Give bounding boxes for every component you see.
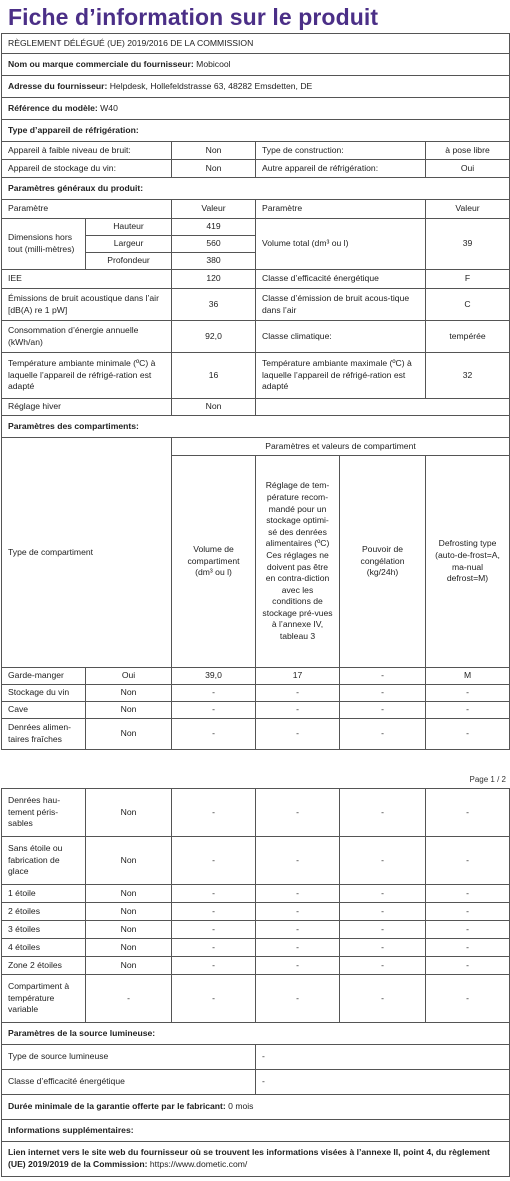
- cell-value: -: [172, 975, 256, 1023]
- cell-label: Appareil de stockage du vin:: [2, 160, 172, 178]
- cell-label: Compartiment à température variable: [2, 975, 86, 1023]
- cell-label: Denrées alimen-taires fraîches: [2, 719, 86, 750]
- width-value: 560: [172, 236, 256, 253]
- cell-value: -: [340, 921, 426, 939]
- table-row: [2, 1070, 510, 1095]
- depth-label: Profondeur: [86, 253, 172, 270]
- table-row: [2, 885, 510, 903]
- volume-label: Volume total (dm³ ou l): [256, 219, 426, 270]
- cell-value: Non: [86, 957, 172, 975]
- cell-value: -: [256, 1045, 510, 1070]
- table-row: [2, 270, 510, 289]
- cell-value: -: [172, 702, 256, 719]
- table-row: [2, 921, 510, 939]
- table-row: [2, 219, 510, 236]
- cell-value: Oui: [426, 160, 510, 178]
- cell-value: -: [426, 685, 510, 702]
- cell-value: Non: [86, 685, 172, 702]
- table-row: [2, 789, 510, 837]
- cell-label: 2 étoiles: [2, 903, 86, 921]
- address-value: Helpdesk, Hollefeldstrasse 63, 48282 Emsdetten, DE: [109, 80, 313, 91]
- regulation-line: RÈGLEMENT DÉLÉGUÉ (UE) 2019/2016 DE LA COMMISSION: [2, 34, 510, 54]
- cell-label: IEE: [2, 270, 172, 289]
- cell-value: -: [256, 957, 340, 975]
- table-row: [2, 160, 510, 178]
- cell-value: Non: [86, 939, 172, 957]
- cell-value: -: [256, 702, 340, 719]
- cell-label: Type de source lumineuse: [2, 1045, 256, 1070]
- cell-value: -: [172, 939, 256, 957]
- cell-label: Température ambiante minimale (ºC) à laquelle l’appareil de réfrigé-ration est adapté: [2, 353, 172, 399]
- cell-value: Non: [86, 789, 172, 837]
- model-label: Référence du modèle:: [8, 102, 98, 113]
- cell-value: -: [256, 921, 340, 939]
- cell-label: Denrées hau-tement péris-sables: [2, 789, 86, 837]
- sheet-table-page-2: [1, 788, 510, 1177]
- winter-setting-value: Non: [172, 399, 256, 416]
- cell-value: -: [172, 957, 256, 975]
- general-params-heading: Paramètres généraux du produit:: [2, 178, 510, 200]
- table-header-row: [2, 438, 510, 456]
- table-row: [2, 719, 510, 750]
- cell-value: -: [340, 885, 426, 903]
- cell-value: -: [172, 789, 256, 837]
- cell-value: -: [256, 975, 340, 1023]
- appliance-type-heading: Type d’appareil de réfrigération:: [2, 120, 510, 142]
- cell-label: Classe d’efficacité énergétique: [256, 270, 426, 289]
- cell-value: 36: [172, 289, 256, 321]
- column-header: Paramètre: [2, 200, 172, 219]
- cell-value: -: [426, 885, 510, 903]
- cell-label: Stockage du vin: [2, 685, 86, 702]
- warranty-row: [2, 1095, 510, 1120]
- cell-value: Oui: [86, 668, 172, 685]
- table-row: [2, 903, 510, 921]
- column-header: Réglage de tem-pérature recom-mandé pour un stockage optimi-sé des denrées alimentaires (ºC) Ces réglages ne doivent pas être en contra-diction avec les conditions de stockage pré-vues à l’annexe IV, tableau 3: [256, 456, 340, 668]
- website-label: Lien internet vers le site web du fournisseur où se trouvent les informations visées à l’annexe II, point 4, du règlement (UE) 2019/2019 de la Commission:: [8, 1147, 490, 1169]
- light-source-heading: Paramètres de la source lumineuse:: [2, 1023, 510, 1045]
- cell-value: -: [340, 975, 426, 1023]
- cell-value: 120: [172, 270, 256, 289]
- cell-value: -: [256, 903, 340, 921]
- cell-value: -: [256, 837, 340, 885]
- cell-value: 17: [256, 668, 340, 685]
- column-header: Volume de compartiment (dm³ ou l): [172, 456, 256, 668]
- cell-value: -: [172, 921, 256, 939]
- cell-value: -: [86, 975, 172, 1023]
- model-row: [2, 98, 510, 120]
- warranty-label: Durée minimale de la garantie offerte par le fabricant:: [8, 1101, 226, 1112]
- cell-value: -: [426, 939, 510, 957]
- cell-label: Type de construction:: [256, 142, 426, 160]
- cell-value: -: [256, 885, 340, 903]
- cell-value: -: [426, 789, 510, 837]
- table-row: [2, 975, 510, 1023]
- cell-label: Garde-manger: [2, 668, 86, 685]
- cell-label: 3 étoiles: [2, 921, 86, 939]
- cell-value: C: [426, 289, 510, 321]
- table-row: [2, 837, 510, 885]
- warranty-value: 0 mois: [228, 1101, 254, 1112]
- cell-label: Cave: [2, 702, 86, 719]
- cell-value: -: [340, 903, 426, 921]
- sheet-table-page-1: [1, 33, 510, 750]
- cell-value: M: [426, 668, 510, 685]
- cell-value: Non: [86, 921, 172, 939]
- cell-value: -: [426, 837, 510, 885]
- volume-value: 39: [426, 219, 510, 270]
- page-title: Fiche d’information sur le produit: [8, 4, 379, 30]
- additional-info-heading: Informations supplémentaires:: [2, 1120, 510, 1142]
- cell-value: -: [256, 1070, 510, 1095]
- dimensions-label: Dimensions hors tout (milli-mètres): [2, 219, 86, 270]
- cell-value: -: [340, 837, 426, 885]
- cell-value: -: [340, 668, 426, 685]
- website-link[interactable]: https://www.dometic.com/: [149, 1159, 248, 1169]
- cell-value: Non: [86, 719, 172, 750]
- cell-value: -: [172, 719, 256, 750]
- cell-value: -: [340, 702, 426, 719]
- table-row: [2, 1045, 510, 1070]
- cell-value: -: [426, 702, 510, 719]
- cell-value: à pose libre: [426, 142, 510, 160]
- page-number: Page 1 / 2: [469, 775, 506, 784]
- cell-value: -: [256, 719, 340, 750]
- cell-value: -: [426, 975, 510, 1023]
- table-row: [2, 702, 510, 719]
- column-header: Pouvoir de congélation (kg/24h): [340, 456, 426, 668]
- cell-value: Non: [86, 885, 172, 903]
- column-header: Valeur: [172, 200, 256, 219]
- cell-value: Non: [86, 837, 172, 885]
- cell-label: Classe d’efficacité énergétique: [2, 1070, 256, 1095]
- cell-value: -: [340, 957, 426, 975]
- supplier-row: [2, 54, 510, 76]
- cell-label: 1 étoile: [2, 885, 86, 903]
- compartments-heading: Paramètres des compartiments:: [2, 416, 510, 438]
- column-header: Paramètre: [256, 200, 426, 219]
- table-row: [2, 939, 510, 957]
- address-row: [2, 76, 510, 98]
- cell-value: 92,0: [172, 321, 256, 353]
- cell-value: -: [426, 719, 510, 750]
- cell-value: -: [340, 939, 426, 957]
- cell-label: Sans étoile ou fabrication de glace: [2, 837, 86, 885]
- cell-value: Non: [86, 903, 172, 921]
- cell-value: 16: [172, 353, 256, 399]
- cell-value: -: [426, 957, 510, 975]
- cell-label: Classe climatique:: [256, 321, 426, 353]
- table-row: [2, 353, 510, 399]
- cell-label: Classe d’émission de bruit acous-tique dans l’air: [256, 289, 426, 321]
- table-row: [2, 399, 510, 416]
- cell-value: 39,0: [172, 668, 256, 685]
- cell-value: -: [172, 685, 256, 702]
- width-label: Largeur: [86, 236, 172, 253]
- table-header-row: [2, 200, 510, 219]
- column-header: Valeur: [426, 200, 510, 219]
- cell-label: Température ambiante maximale (ºC) à laquelle l’appareil de réfrigé-ration est adapté: [256, 353, 426, 399]
- cell-label: Autre appareil de réfrigération:: [256, 160, 426, 178]
- height-value: 419: [172, 219, 256, 236]
- cell-value: 32: [426, 353, 510, 399]
- cell-value: -: [172, 837, 256, 885]
- cell-label: Consommation d’énergie annuelle (kWh/an): [2, 321, 172, 353]
- table-row: [2, 289, 510, 321]
- cell-value: -: [426, 921, 510, 939]
- model-value: W40: [100, 102, 118, 113]
- cell-value: -: [256, 939, 340, 957]
- website-row: [2, 1142, 510, 1177]
- compartment-group-header: Paramètres et valeurs de compartiment: [172, 438, 510, 456]
- cell-value: -: [340, 789, 426, 837]
- supplier-value: Mobicool: [196, 58, 231, 69]
- cell-label: Émissions de bruit acoustique dans l’air [dB(A) re 1 pW]: [2, 289, 172, 321]
- cell-value: -: [172, 885, 256, 903]
- table-row: [2, 321, 510, 353]
- cell-value: -: [426, 903, 510, 921]
- cell-label: Appareil à faible niveau de bruit:: [2, 142, 172, 160]
- table-row: [2, 668, 510, 685]
- table-row: [2, 685, 510, 702]
- depth-value: 380: [172, 253, 256, 270]
- cell-value: -: [256, 685, 340, 702]
- address-label: Adresse du fournisseur:: [8, 80, 108, 91]
- supplier-label: Nom ou marque commerciale du fournisseur:: [8, 58, 194, 69]
- compartment-type-header: Type de compartiment: [2, 438, 172, 668]
- cell-value: tempérée: [426, 321, 510, 353]
- table-row: [2, 957, 510, 975]
- cell-value: -: [340, 685, 426, 702]
- cell-value: -: [172, 903, 256, 921]
- height-label: Hauteur: [86, 219, 172, 236]
- cell-label: Zone 2 étoiles: [2, 957, 86, 975]
- winter-setting-label: Réglage hiver: [2, 399, 172, 416]
- cell-value: Non: [172, 142, 256, 160]
- cell-value: -: [256, 789, 340, 837]
- cell-label: 4 étoiles: [2, 939, 86, 957]
- cell-value: -: [340, 719, 426, 750]
- column-header: Defrosting type (auto-de-frost=A, ma-nual defrost=M): [426, 456, 510, 668]
- table-row: [2, 142, 510, 160]
- cell-value: Non: [86, 702, 172, 719]
- cell-value: Non: [172, 160, 256, 178]
- empty-cell: [256, 399, 510, 416]
- cell-value: F: [426, 270, 510, 289]
